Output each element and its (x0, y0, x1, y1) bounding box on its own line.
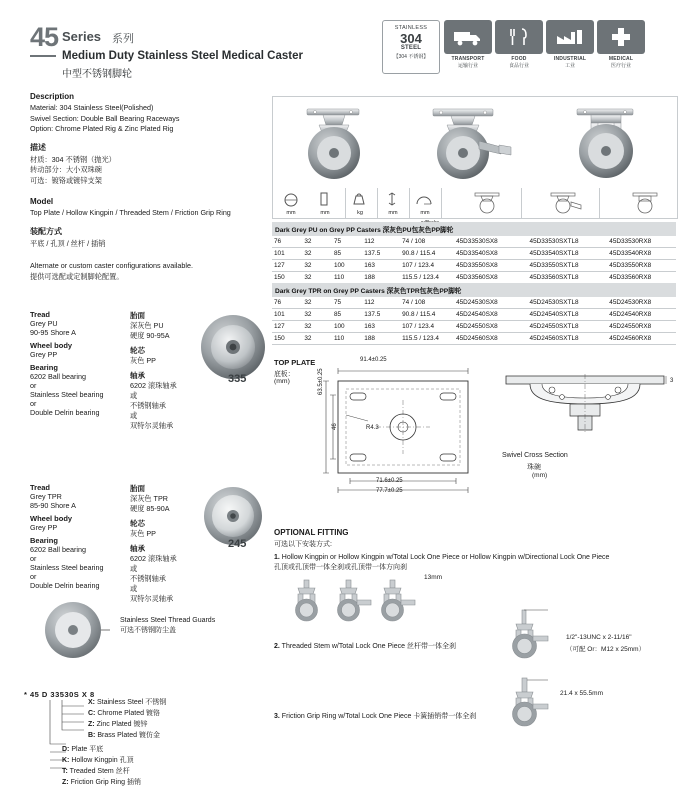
series-label-en: Series (62, 29, 102, 44)
cell-swivel: 74 / 108 (402, 299, 426, 306)
legend-z-cn: 镀锌 (133, 721, 148, 728)
tpr-bearing-1: 6202 Ball bearing (30, 545, 86, 554)
pu-bearing-2-cn: 不锈钢轴承 (130, 401, 166, 410)
legend-k-key: K: (62, 757, 70, 764)
cell-code-swivel: 45D33540SX8 (456, 250, 498, 257)
cell-diameter: 150 (274, 274, 285, 281)
cell-diameter: 76 (274, 238, 282, 245)
description-heading-cn: 描述 (30, 142, 46, 152)
icon-caption-cn: 食品行业 (508, 63, 529, 69)
cell-code-rigid: 45D24540RX8 (609, 311, 652, 318)
cell-height: 137.5 (364, 250, 381, 257)
photo-swivel-caster (279, 101, 399, 185)
top-plate-drawing (316, 355, 491, 497)
food-icon (495, 20, 543, 54)
thread-guard-en: Stainless Steel Thread Guards (120, 617, 216, 624)
optional-2-dim2: （可配 Or：M12 x 25mm） (566, 646, 646, 653)
icon-caption-en: MEDICAL (608, 56, 634, 62)
tpr-tread-hardness-cn: 硬度 85-90A (130, 504, 170, 513)
top-plate-title-cn: 底板： (274, 371, 295, 378)
optional-item-1-cn: 孔顶或孔顶带一体全刹或孔顶带一体方向刹 (274, 563, 407, 571)
pu-tread-hardness: 90-95 Shore A (30, 328, 76, 337)
unit-mm-1: mm (286, 210, 296, 216)
legend-z-plating (88, 719, 148, 729)
legend-t-en: Treaded Stem (69, 768, 114, 775)
cell-code-brake: 45D24550SXTL8 (529, 323, 579, 330)
cell-swivel: 115.5 / 123.4 (402, 274, 439, 281)
description-line-cn-1: 材质：304 不锈钢（抛光） (30, 154, 116, 164)
optional-item-2-en: Threaded Stem w/Total Lock One Piece (281, 643, 406, 650)
industrial-icon (546, 20, 594, 54)
cell-code-rigid: 45D33550RX8 (609, 262, 652, 269)
tpr-tread-label-cn: 胎面 (130, 484, 145, 493)
optional-2-dim: 1/2"-13UNC x 2-11/16" (566, 634, 632, 641)
legend-b-en: Brass Plated (97, 732, 138, 739)
table-row (272, 248, 676, 260)
model-note-cn: 提供可选配或定制脚轮配置。 (30, 271, 124, 281)
badge-line4: 【304 不锈钢】 (393, 54, 429, 60)
unit-kg: kg (357, 210, 363, 216)
optional-item-2-cn: 丝杆带一体全刹 (406, 643, 456, 650)
legend-t-cn: 丝杆 (115, 768, 130, 775)
table-row (272, 260, 676, 272)
legend-k-en: Hollow Kingpin (71, 757, 118, 764)
pu-bearing-or2-cn: 或 (130, 411, 138, 420)
cell-width: 32 (304, 323, 312, 330)
page-title: Medium Duty Stainless Steel Medical Caster (62, 50, 303, 62)
tpr-bearing-2-cn: 不锈钢轴承 (130, 574, 166, 583)
table-row (272, 236, 676, 248)
table-row (272, 321, 676, 333)
cell-width: 32 (304, 262, 312, 269)
dim-bolt-width: 46 (332, 423, 338, 430)
icon-caption-en: TRANSPORT (451, 56, 485, 62)
spec-icon-row (272, 188, 678, 219)
pu-bearing-3-cn: 双特尔灵轴承 (130, 421, 174, 430)
optional-fitting-title-cn: 可选以下安装方式: (274, 541, 332, 548)
tpr-size-label: 245 (228, 538, 247, 550)
optional-item-1 (274, 553, 674, 572)
pu-bearing-or1-cn: 或 (130, 391, 138, 400)
overall-height-icon (385, 191, 399, 209)
dim-corner-radius: R4.3 (366, 425, 379, 431)
optional-1-dim: 13mm (424, 574, 443, 581)
cell-code-rigid: 45D24560RX8 (609, 335, 652, 342)
tpr-bearing-or2-cn: 或 (130, 584, 138, 593)
legend-k-cn: 孔顶 (119, 757, 134, 764)
cell-width: 32 (304, 311, 312, 318)
description-line-2: Swivel Section: Double Ball Bearing Raceways (30, 113, 180, 123)
spec-block-pu (30, 310, 265, 460)
cell-code-rigid: 45D24530RX8 (609, 299, 652, 306)
cell-load: 85 (333, 311, 342, 318)
pu-bearing-or2: or (30, 399, 37, 408)
industry-icon-medical (597, 20, 645, 72)
tpr-wheelbody-label-cn: 轮芯 (130, 519, 145, 528)
tpr-wheelbody-label: Wheel body (30, 514, 73, 523)
badge-line1: STAINLESS (394, 25, 428, 31)
table-pu-title: Dark Grey PU on Grey PP Casters 深灰色PU包灰色PP脚轮 (272, 222, 676, 236)
cell-width: 32 (304, 238, 312, 245)
cell-diameter: 76 (274, 299, 282, 306)
cell-code-rigid: 45D33540RX8 (609, 250, 652, 257)
cell-load: 110 (333, 335, 345, 342)
product-photo-strip (272, 96, 678, 190)
cell-diameter: 101 (274, 250, 285, 257)
model-line-cn: 平底 / 孔顶 / 丝杆 / 插销 (30, 238, 106, 248)
model-note-en: Alternate or custom caster configurations available. (30, 261, 193, 270)
cell-load: 85 (333, 250, 342, 257)
cell-height: 163 (364, 262, 375, 269)
unit-mm-3: mm (388, 210, 398, 216)
cell-code-brake: 45D24540SXTL8 (529, 311, 579, 318)
cell-code-swivel: 45D24560SX8 (456, 335, 498, 342)
cross-section-title-en: Swivel Cross Section (502, 452, 568, 459)
tpr-bearing-2: Stainless Steel bearing (30, 563, 104, 572)
pu-bearing-2: Stainless Steel bearing (30, 390, 104, 399)
legend-z-fitting (62, 777, 141, 787)
optional-item-3-en: Friction Grip Ring w/Total Lock One Piece (281, 713, 412, 720)
description-line-1: Material: 304 Stainless Steel(Polished) (30, 103, 154, 112)
industry-icon-industrial (546, 20, 594, 72)
description-line-cn-2: 转动部分：大小双珠碗 (30, 165, 102, 174)
legend-x-en: Stainless Steel (96, 699, 144, 706)
pu-tread-label-cn: 胎面 (130, 311, 145, 320)
optional-3-image (496, 676, 566, 736)
pu-bearing-1: 6202 Ball bearing (30, 372, 86, 381)
cell-code-rigid: 45D33530RX8 (609, 238, 652, 245)
top-plate-title: TOP PLATE (274, 358, 316, 367)
header-rule (30, 55, 56, 57)
stainless-304-badge (382, 20, 440, 74)
dim-plate-width: 63.5±0.25 (318, 368, 324, 395)
pu-bearing-or1: or (30, 381, 37, 390)
legend-b-key: B: (88, 732, 96, 739)
pu-wheelbody-material-cn: 灰色 PP (130, 356, 156, 365)
table-tpr-casters (272, 283, 676, 345)
optional-item-1-en: Hollow Kingpin or Hollow Kingpin w/Total Lock One Piece or Hollow Kingpin w/Directional Lock One Piece (281, 554, 610, 561)
cell-swivel: 90.8 / 115.4 (402, 311, 436, 318)
legend-t (62, 766, 130, 776)
model-heading-en: Model (30, 197, 54, 206)
tpr-tread-material: Grey TPR (30, 492, 62, 501)
unit-mm-2: mm (320, 210, 330, 216)
legend-d-cn: 平底 (89, 746, 104, 753)
legend-z2-en: Friction Grip Ring (70, 779, 126, 786)
wheel-diameter-icon (283, 192, 299, 209)
icon-caption-cn: 运输行业 (457, 63, 478, 69)
cell-code-swivel: 45D33550SX8 (456, 262, 498, 269)
swivel-caster-sketch (463, 192, 511, 216)
pu-bearing-3: Double Delrin bearing (30, 408, 100, 417)
cell-code-swivel: 45D33560SX8 (456, 274, 498, 281)
thread-guard-cn: 可选不锈钢防尘盖 (120, 627, 176, 634)
badge-line3: STEEL (400, 45, 422, 51)
tpr-wheelbody-material-cn: 灰色 PP (130, 529, 156, 538)
unit-mm-4: mm (420, 210, 430, 216)
cell-diameter: 127 (274, 323, 285, 330)
industry-icon-food (495, 20, 543, 72)
model-line-en: Top Plate / Hollow Kingpin / Threaded Stem / Friction Grip Ring (30, 208, 231, 217)
cross-section-title-cn: 珠碗 (527, 464, 541, 471)
optional-fitting-title: OPTIONAL FITTING (274, 528, 349, 537)
medical-cross-icon (597, 20, 645, 54)
cell-swivel: 90.8 / 115.4 (402, 250, 436, 257)
dim-bolt-hole-1: 71.6±0.25 (376, 478, 403, 484)
top-plate-unit: (mm) (274, 378, 290, 385)
pu-wheelbody-label-cn: 轮芯 (130, 346, 145, 355)
series-label-cn: 系列 (112, 33, 134, 45)
badge-line2: 304 (400, 31, 422, 46)
pu-bearing-label-cn: 轴承 (130, 371, 145, 380)
tpr-bearing-label-cn: 轴承 (130, 544, 145, 553)
icon-caption-en: INDUSTRIAL (553, 56, 587, 62)
description-line-cn-3: 可选：镀铬或镀锌支架 (30, 175, 102, 185)
description-line-3: Option: Chrome Plated Rig & Zinc Plated Rig (30, 124, 174, 133)
tpr-bearing-3: Double Delrin bearing (30, 581, 100, 590)
cell-load: 75 (333, 238, 342, 245)
optional-item-3-num: 3. (274, 713, 280, 720)
model-block (30, 197, 266, 282)
table-row (272, 272, 676, 284)
legend-c-cn: 镀铬 (146, 710, 160, 717)
cell-code-rigid: 45D24550RX8 (609, 323, 652, 330)
table-row (272, 333, 676, 345)
cell-code-brake: 45D33560SXTL8 (529, 274, 579, 281)
optional-item-3-cn: 卡簧插销带一体全刹 (413, 713, 477, 720)
page-title-cn: 中型不锈钢脚轮 (62, 69, 132, 80)
pu-bearing-1-cn: 6202 滚珠轴承 (130, 381, 177, 390)
table-row (272, 309, 676, 321)
cell-code-swivel: 45D24540SX8 (456, 311, 498, 318)
cell-code-brake: 45D33550SXTL8 (529, 262, 579, 269)
tpr-tread-hardness: 85-90 Shore A (30, 501, 76, 510)
pu-bearing-label: Bearing (30, 363, 58, 372)
model-heading-cn: 装配方式 (30, 226, 62, 236)
cell-height: 188 (364, 335, 375, 342)
cell-width: 32 (304, 250, 312, 257)
cell-width: 32 (304, 299, 312, 306)
tpr-wheelbody-material: Grey PP (30, 523, 58, 532)
legend-t-key: T: (62, 768, 68, 775)
description-heading-en: Description (30, 92, 75, 101)
cell-code-swivel: 45D33530SX8 (456, 238, 498, 245)
pu-tread-label: Tread (30, 310, 51, 319)
cell-height: 188 (364, 274, 375, 281)
cell-load: 100 (333, 262, 345, 269)
pu-size-label: 335 (228, 373, 247, 385)
legend-z-en: Zinc Plated (96, 721, 132, 728)
optional-3-dim: 21.4 x 55.5mm (560, 690, 603, 697)
legend-b-cn: 镀仿金 (138, 732, 160, 739)
cell-height: 137.5 (364, 311, 381, 318)
cell-swivel: 107 / 123.4 (402, 262, 435, 269)
tpr-tread-label: Tread (30, 483, 51, 492)
cell-swivel: 107 / 123.4 (402, 323, 435, 330)
tpr-bearing-3-cn: 双特尔灵轴承 (130, 594, 174, 603)
legend-c-key: C: (88, 710, 96, 717)
thread-guard-note (120, 616, 215, 636)
tpr-bearing-1-cn: 6202 滚珠轴承 (130, 554, 177, 563)
legend-b (88, 730, 160, 740)
legend-x-key: X: (88, 699, 95, 706)
tpr-bearing-or1: or (30, 554, 37, 563)
dim-plate-thickness: 3 (670, 378, 674, 384)
cross-section-unit: (mm) (532, 472, 548, 479)
thread-guard-image (40, 598, 112, 662)
swivel-radius-icon (415, 191, 433, 209)
industry-icon-transport (444, 20, 492, 72)
pu-tread-material-cn: 深灰色 PU (130, 321, 164, 330)
legend-c (88, 708, 160, 718)
optional-item-2-num: 2. (274, 643, 280, 650)
cell-swivel: 115.5 / 123.4 (402, 335, 439, 342)
cell-width: 32 (304, 335, 312, 342)
legend-z-key: Z: (88, 721, 95, 728)
legend-d-key: D: (62, 746, 70, 753)
cell-code-brake: 45D24560SXTL8 (529, 335, 579, 342)
cell-diameter: 150 (274, 335, 285, 342)
cell-load: 75 (333, 299, 342, 306)
braked-caster-sketch (541, 192, 589, 216)
legend-x-cn: 不锈钢 (145, 699, 167, 706)
tread-width-icon (317, 191, 331, 209)
table-tpr-body (272, 297, 676, 345)
tpr-bearing-or1-cn: 或 (130, 564, 138, 573)
cell-load: 110 (333, 274, 345, 281)
legend-k (62, 755, 134, 765)
table-pu-body (272, 236, 676, 284)
cell-code-brake: 45D33540SXTL8 (529, 250, 579, 257)
legend-d (62, 744, 103, 754)
cell-code-swivel: 45D24550SX8 (456, 323, 498, 330)
dim-plate-length: 91.4±0.25 (360, 357, 387, 363)
tpr-tread-material-cn: 深灰色 TPR (130, 494, 168, 503)
legend-d-en: Plate (71, 746, 88, 753)
icon-caption-cn: 医疗行业 (610, 63, 631, 69)
cell-code-brake: 45D33530SXTL8 (529, 238, 579, 245)
icon-caption-en: FOOD (511, 56, 527, 62)
cell-load: 100 (333, 323, 345, 330)
table-row (272, 297, 676, 309)
product-code-key: * 45 D 33530S X 8 (24, 690, 95, 699)
cell-diameter: 101 (274, 311, 285, 318)
description-block (30, 92, 179, 186)
pu-tread-hardness-cn: 硬度 90-95A (130, 331, 170, 340)
dim-bolt-hole-2: 77.7±0.25 (376, 488, 403, 494)
rigid-caster-sketch (621, 192, 669, 216)
pu-wheelbody-material: Grey PP (30, 350, 58, 359)
optional-item-1-num: 1. (274, 554, 280, 561)
optional-2-image (496, 608, 566, 668)
cell-diameter: 127 (274, 262, 285, 269)
tpr-bearing-label: Bearing (30, 536, 58, 545)
cell-width: 32 (304, 274, 312, 281)
legend-x (88, 697, 166, 707)
legend-z2-cn: 插销 (126, 779, 141, 786)
cell-swivel: 74 / 108 (402, 238, 426, 245)
icon-caption-cn: 工业 (564, 63, 575, 69)
cell-code-swivel: 45D24530SX8 (456, 299, 498, 306)
legend-z2-key: Z: (62, 779, 69, 786)
photo-rigid-caster (551, 101, 669, 185)
cell-height: 163 (364, 323, 375, 330)
photo-braked-caster (409, 101, 535, 185)
tpr-bearing-or2: or (30, 572, 37, 581)
legend-c-en: Chrome Plated (97, 710, 145, 717)
optional-1-images (290, 578, 430, 628)
pu-tread-material: Grey PU (30, 319, 58, 328)
pu-wheelbody-label: Wheel body (30, 341, 73, 350)
table-tpr-title: Dark Grey TPR on Grey PP Casters 深灰色TPR包灰色PP脚轮 (272, 283, 676, 297)
swivel-cross-section-drawing (500, 370, 670, 442)
table-pu-casters (272, 222, 676, 284)
cell-code-brake: 45D24530SXTL8 (529, 299, 579, 306)
cell-code-rigid: 45D33560RX8 (609, 274, 652, 281)
load-capacity-icon (351, 191, 367, 209)
cell-height: 112 (364, 299, 375, 306)
series-number: 45 (30, 22, 59, 52)
cell-height: 112 (364, 238, 375, 245)
transport-icon (444, 20, 492, 54)
